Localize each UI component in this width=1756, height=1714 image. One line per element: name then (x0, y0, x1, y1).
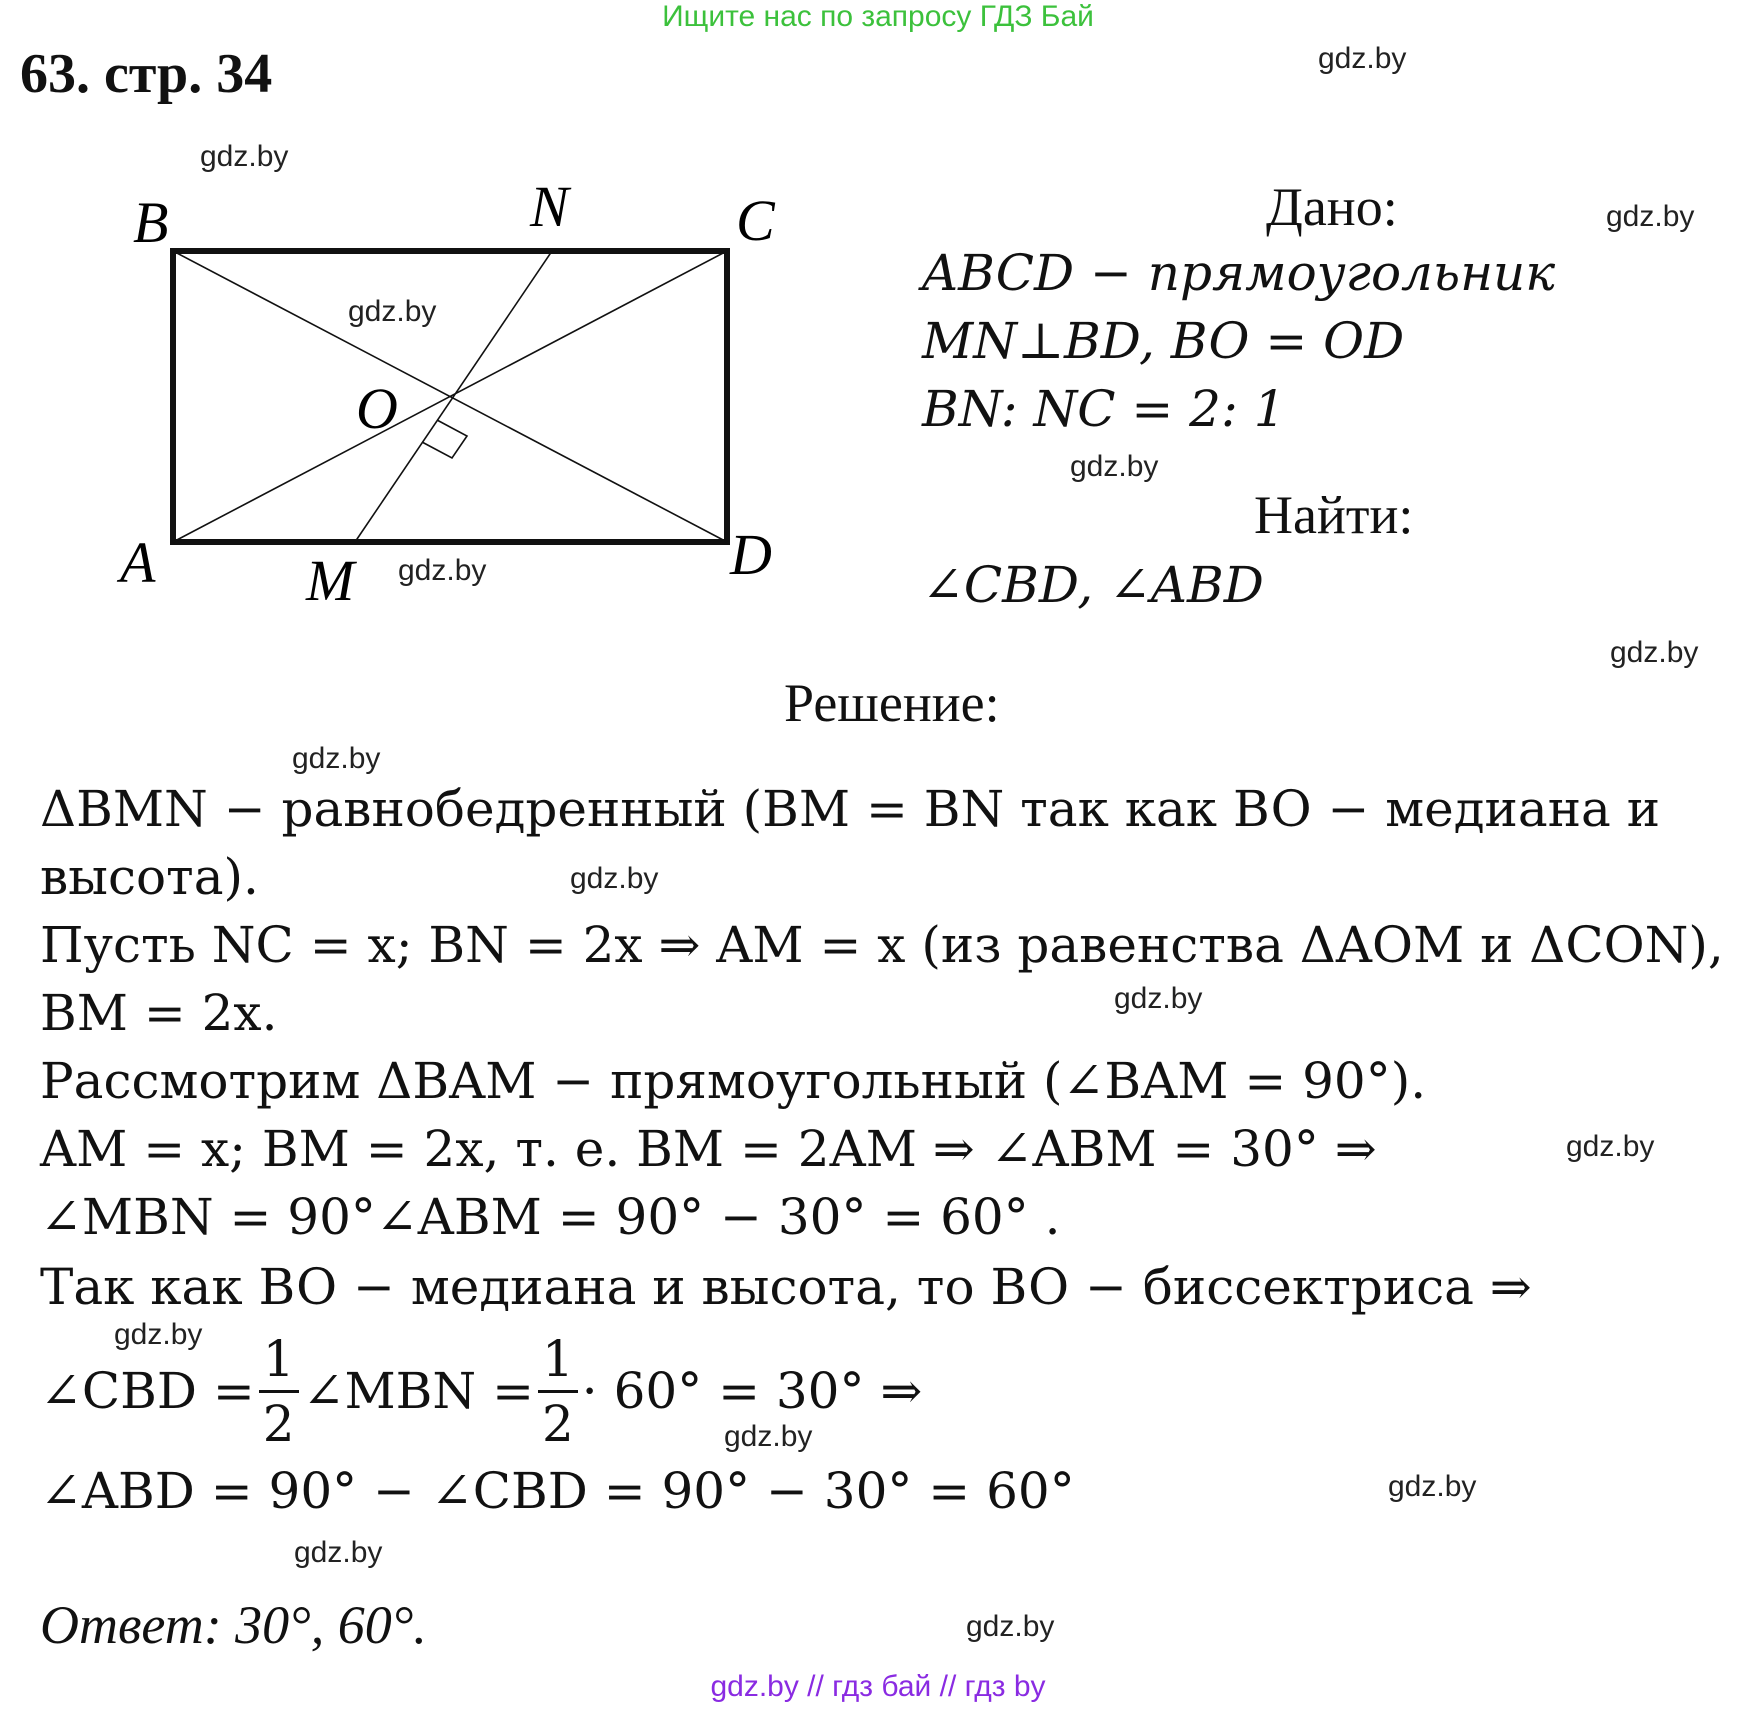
fraction-denominator: 2 (541, 1394, 574, 1453)
watermark: gdz.by (294, 1536, 383, 1569)
fraction-one-half (538, 1329, 578, 1453)
watermark: gdz.by (398, 554, 487, 587)
footer-links: gdz.by // гдз бай // гдз by (710, 1670, 1046, 1703)
solution-line: ∠MBN = 90°∠ABM = 90° − 30° = 60° . (40, 1188, 1061, 1246)
solution-line: Пусть NC = x; BN = 2x ⇒ AM = x (из равенства ΔAOM и ΔCON), (40, 916, 1724, 974)
solution-line: ∠ABD = 90° − ∠CBD = 90° − 30° = 60° (40, 1462, 1075, 1520)
top-banner: Ищите нас по запросу ГДЗ Бай (662, 0, 1094, 33)
solution-line: высота). (40, 848, 259, 906)
fraction-denominator: 2 (262, 1394, 295, 1453)
watermark: gdz.by (114, 1318, 203, 1351)
fraction-numerator: 1 (538, 1334, 578, 1393)
right-angle-mark (422, 420, 467, 458)
fraction-one-half (259, 1329, 299, 1453)
task-title: 63. стр. 34 (20, 43, 273, 105)
solution-line: ΔBMN − равнобедренный (BM = BN так как BO − медиана и (40, 780, 1661, 838)
watermark: gdz.by (1566, 1130, 1655, 1163)
watermark: gdz.by (200, 140, 289, 173)
solution-line: Так как BO − медиана и высота, то BO − биссектриса ⇒ (40, 1258, 1532, 1316)
solution-header: Решение: (784, 673, 1000, 733)
watermark: gdz.by (1114, 982, 1203, 1015)
watermark: gdz.by (570, 862, 659, 895)
label-o: O (356, 376, 398, 441)
watermark: gdz.by (348, 295, 437, 328)
fraction-numerator: 1 (259, 1334, 299, 1393)
watermark: gdz.by (1606, 200, 1695, 233)
solution-line: Рассмотрим ΔBAM − прямоугольный (∠BAM = 90°). (40, 1052, 1427, 1110)
label-d: D (730, 522, 772, 587)
label-b: B (133, 190, 169, 255)
watermark: gdz.by (1318, 42, 1407, 75)
rectangle-figure (100, 170, 800, 630)
answer: Ответ: 30°, 60°. (40, 1595, 427, 1655)
solution-line: AM = x; BM = 2x, т. е. BM = 2AM ⇒ ∠ABM = 30° ⇒ (40, 1120, 1377, 1178)
given-line: ABCD − прямоугольник (922, 244, 1556, 302)
label-m: M (306, 548, 355, 613)
watermark: gdz.by (1070, 450, 1159, 483)
given-header: Дано: (1266, 177, 1398, 237)
find-line: ∠CBD, ∠ABD (922, 556, 1264, 614)
watermark: gdz.by (966, 1610, 1055, 1643)
given-line: MN⊥BD, BO = OD (922, 312, 1405, 370)
fraction-line (40, 1326, 922, 1456)
watermark: gdz.by (292, 742, 381, 775)
fraction-line-part: ∠MBN = (302, 1362, 534, 1420)
find-header: Найти: (1254, 485, 1414, 545)
watermark: gdz.by (1388, 1470, 1477, 1503)
given-line: BN: NC = 2: 1 (922, 380, 1286, 438)
label-n: N (530, 174, 569, 239)
label-a: A (120, 530, 156, 595)
solution-line: BM = 2x. (40, 984, 278, 1042)
fraction-line-part: ∠CBD = (40, 1362, 255, 1420)
label-c: C (736, 188, 775, 253)
watermark: gdz.by (1610, 636, 1699, 669)
fraction-line-part: · 60° = 30° ⇒ (581, 1362, 923, 1420)
watermark: gdz.by (724, 1420, 813, 1453)
